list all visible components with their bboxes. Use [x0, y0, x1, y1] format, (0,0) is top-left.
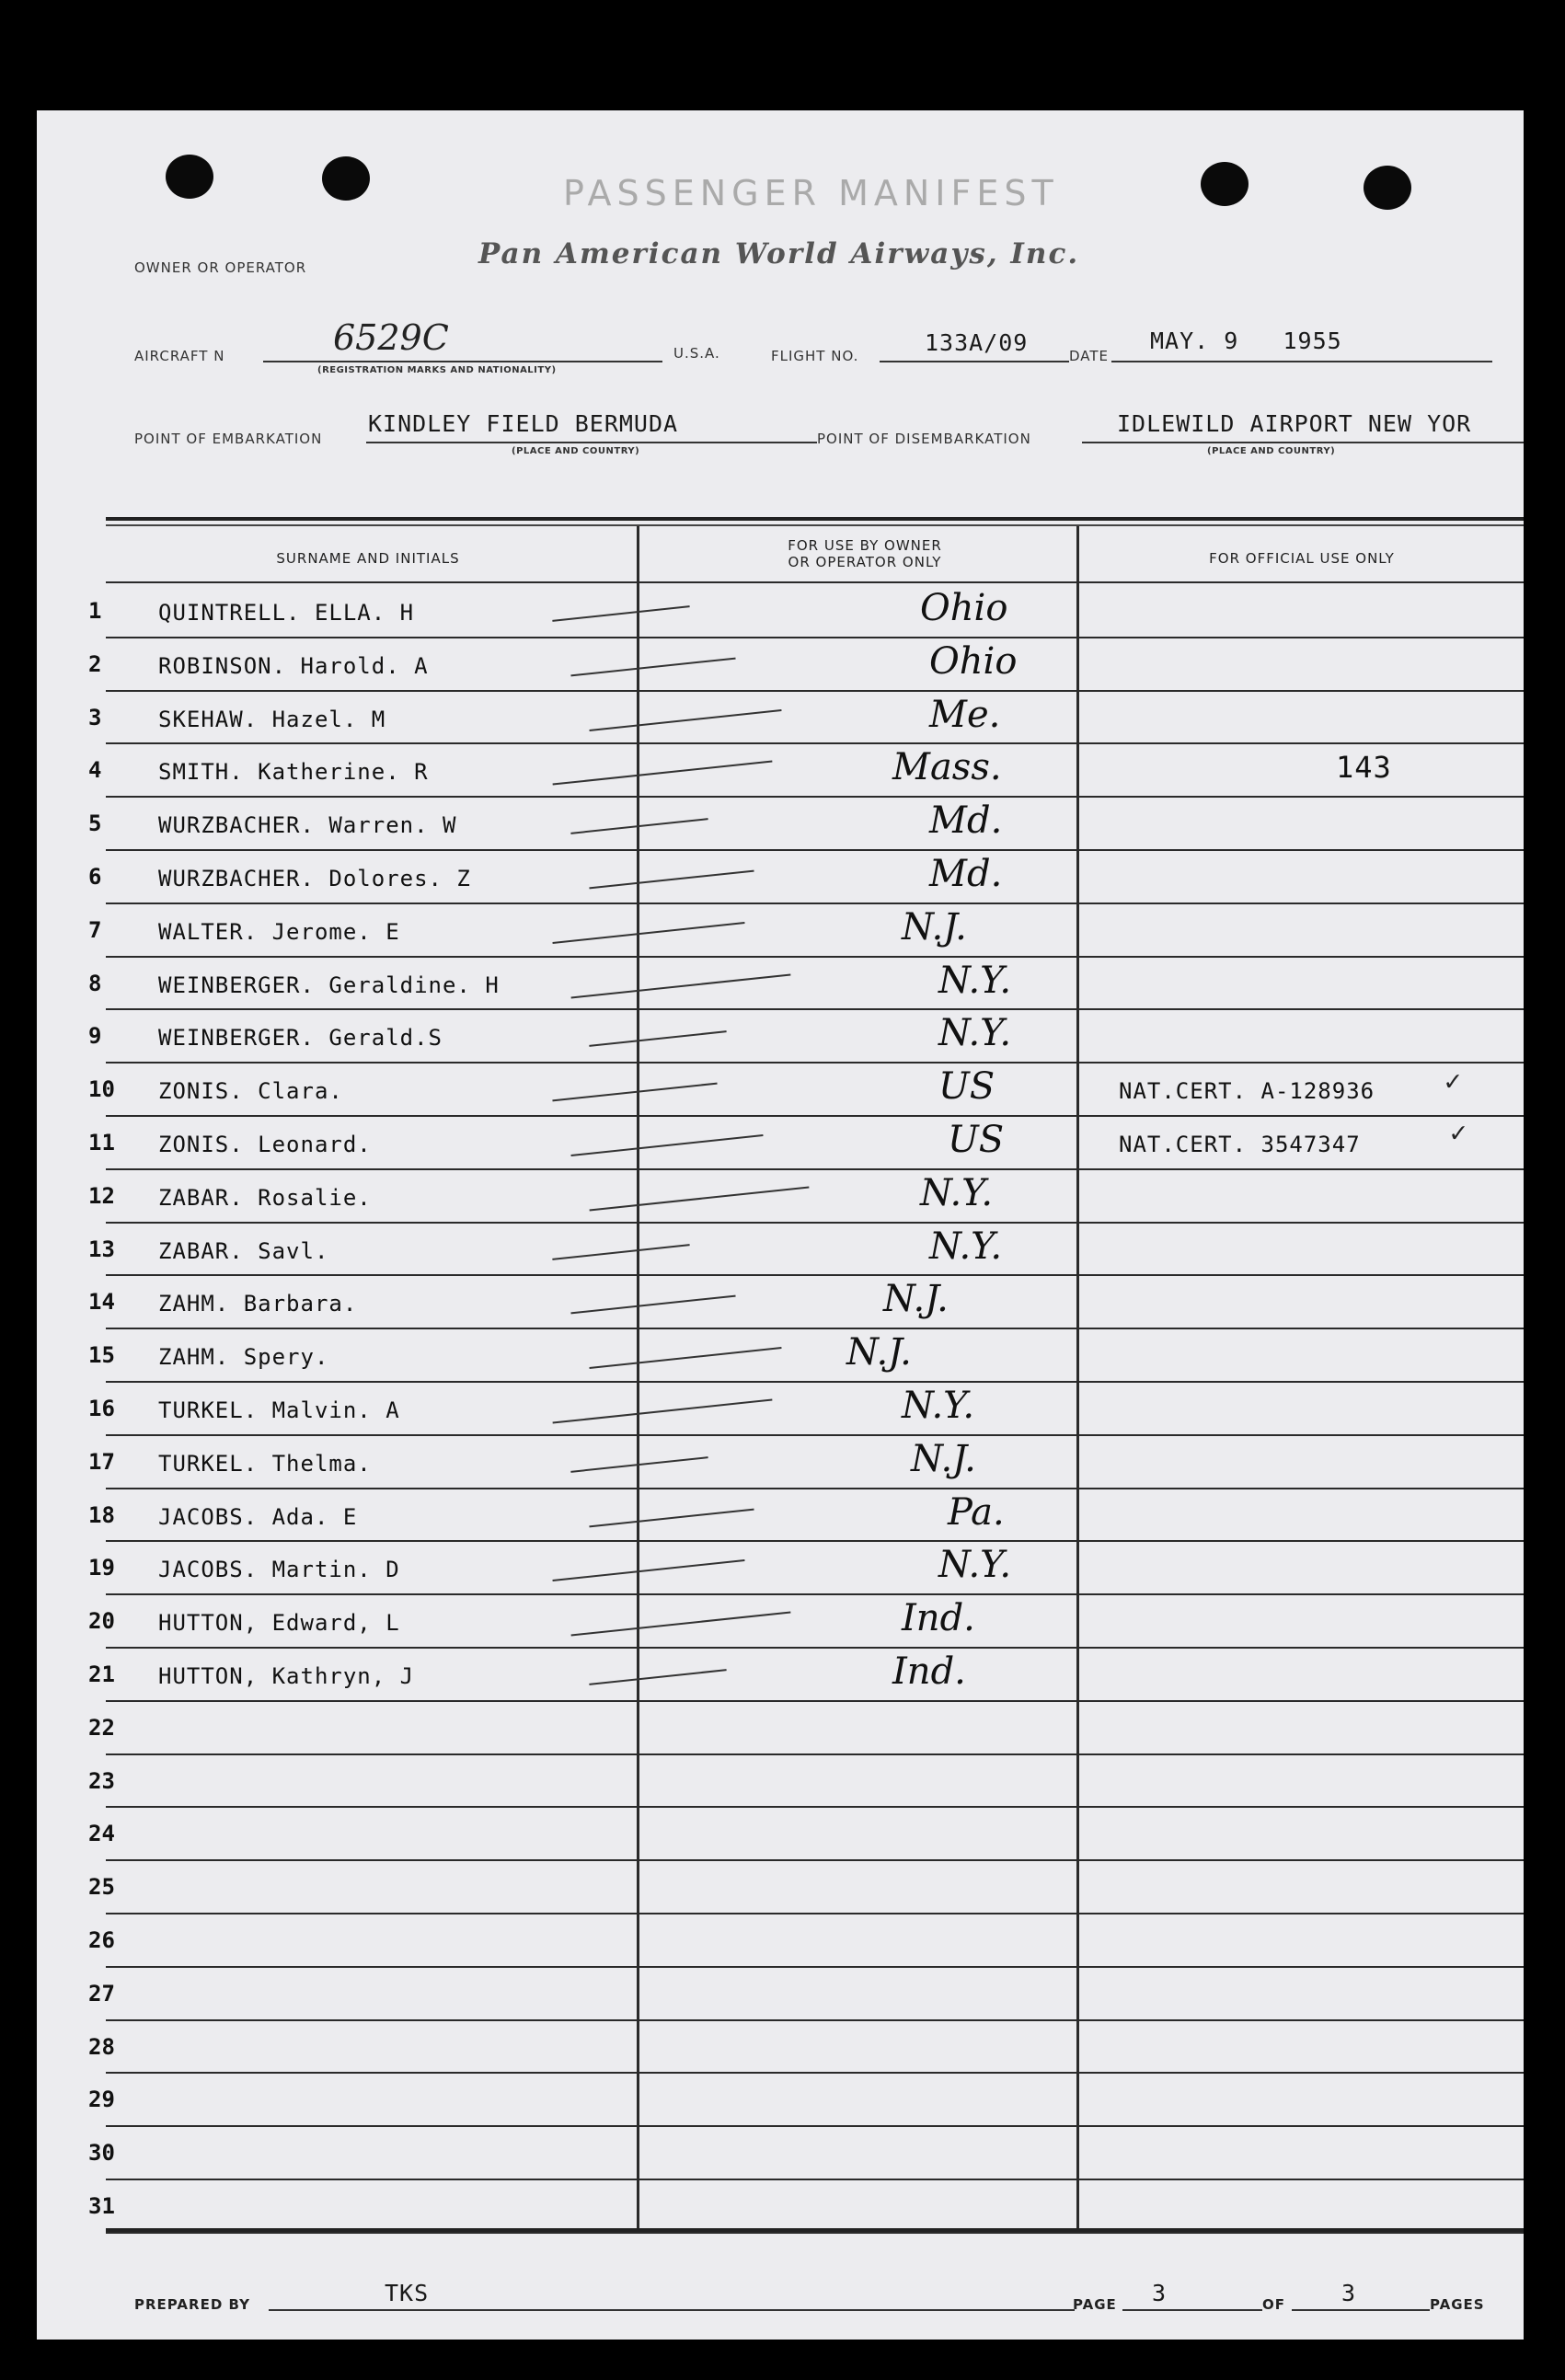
row-rule — [106, 1062, 1524, 1064]
col-header-owner-use: FOR USE BY OWNER OR OPERATOR ONLY — [788, 537, 942, 570]
passenger-state: N.Y. — [938, 1012, 1012, 1055]
row-rule — [106, 1966, 1524, 1968]
airline-name: Pan American World Airways, Inc. — [478, 237, 1080, 270]
row-number: 17 — [88, 1448, 115, 1475]
row-number: 11 — [88, 1130, 115, 1156]
passenger-name: ZABAR. Savl. — [158, 1237, 329, 1264]
of-value: 3 — [1341, 2280, 1357, 2306]
header-bottom-rule — [106, 581, 1524, 583]
row-number: 5 — [88, 811, 102, 837]
row-rule — [106, 742, 1524, 744]
passenger-name: WURZBACHER. Dolores. Z — [158, 866, 471, 891]
punch-hole-2 — [322, 156, 370, 201]
passenger-name: ZAHM. Barbara. — [158, 1291, 358, 1317]
row-rule — [106, 1540, 1524, 1542]
row-rule — [106, 1647, 1524, 1649]
owner-label: OWNER OR OPERATOR — [134, 259, 307, 276]
of-line — [1292, 2309, 1430, 2311]
disembark-caption: (PLACE AND COUNTRY) — [1207, 446, 1336, 456]
row-number: 20 — [88, 1608, 115, 1635]
date-value: MAY. 9 1955 — [1150, 328, 1342, 354]
row-rule — [106, 1008, 1524, 1010]
date-label: DATE — [1069, 348, 1110, 364]
row-rule — [106, 1381, 1524, 1383]
passenger-state: US — [948, 1119, 1005, 1161]
row-number: 22 — [88, 1714, 115, 1741]
col-header-official-use: FOR OFFICIAL USE ONLY — [1209, 550, 1395, 567]
flight-value: 133A/09 — [925, 329, 1029, 356]
row-number: 14 — [88, 1289, 115, 1316]
passenger-name: SKEHAW. Hazel. M — [158, 706, 386, 732]
passenger-name: WEINBERGER. Geraldine. H — [158, 972, 500, 998]
page-line — [1122, 2309, 1262, 2311]
row-rule — [106, 2072, 1524, 2074]
prepared-label: PREPARED BY — [134, 2296, 250, 2313]
passenger-name: QUINTRELL. ELLA. H — [158, 600, 415, 626]
embark-value: KINDLEY FIELD BERMUDA — [368, 410, 679, 437]
row-number: 15 — [88, 1342, 115, 1369]
aircraft-label: AIRCRAFT N — [134, 348, 225, 364]
row-number: 8 — [88, 970, 102, 996]
aircraft-caption: (REGISTRATION MARKS AND NATIONALITY) — [317, 365, 557, 375]
flight-label: FLIGHT NO. — [771, 348, 859, 364]
row-rule — [106, 2125, 1524, 2127]
disembark-value: IDLEWILD AIRPORT NEW YOR — [1117, 410, 1472, 437]
passenger-state: US — [938, 1065, 995, 1109]
row-number: 10 — [88, 1076, 115, 1103]
passenger-state: N.J. — [902, 905, 967, 949]
row-rule — [106, 1753, 1524, 1755]
passenger-name: ZAHM. Spery. — [158, 1344, 329, 1371]
row-number: 6 — [88, 864, 102, 890]
row-number: 28 — [88, 2033, 115, 2060]
check-mark-10: ✓ — [1444, 1065, 1462, 1098]
row-rule — [106, 1274, 1524, 1276]
row-number: 7 — [88, 916, 102, 943]
passenger-name: HUTTON, Edward, L — [158, 1610, 400, 1637]
page-value: 3 — [1152, 2280, 1168, 2306]
row-number: 13 — [88, 1236, 115, 1262]
row-number: 26 — [88, 1927, 115, 1953]
row-number: 29 — [88, 2087, 115, 2113]
table-top-rule-2 — [106, 524, 1524, 526]
passenger-state: N.Y. — [920, 1171, 994, 1214]
row-number: 12 — [88, 1182, 115, 1209]
passenger-name: ROBINSON. Harold. A — [158, 652, 429, 679]
passenger-state: Ind. — [902, 1597, 975, 1640]
row-rule — [106, 1593, 1524, 1595]
embark-caption: (PLACE AND COUNTRY) — [512, 446, 640, 456]
row-rule — [106, 1859, 1524, 1861]
aircraft-line — [263, 361, 662, 362]
passenger-name: WALTER. Jerome. E — [158, 918, 400, 945]
pages-label: PAGES — [1430, 2296, 1485, 2313]
row-number: 1 — [88, 598, 102, 624]
passenger-state: N.J. — [911, 1437, 976, 1480]
passenger-name: JACOBS. Ada. E — [158, 1503, 358, 1530]
passenger-name: SMITH. Katherine. R — [158, 759, 429, 786]
passenger-name: ZONIS. Leonard. — [158, 1132, 372, 1157]
date-line — [1111, 361, 1492, 362]
embark-label: POINT OF EMBARKATION — [134, 431, 323, 447]
row-number: 30 — [88, 2140, 115, 2167]
passenger-name: HUTTON, Kathryn, J — [158, 1663, 415, 1689]
passenger-state: N.Y. — [902, 1385, 975, 1427]
row-number: 31 — [88, 2193, 115, 2219]
row-rule — [106, 1806, 1524, 1808]
passenger-name: ZONIS. Clara. — [158, 1078, 343, 1105]
flight-line — [880, 361, 1069, 362]
passenger-name: WURZBACHER. Warren. W — [158, 812, 457, 839]
manifest-title: PASSENGER MANIFEST — [563, 173, 1059, 213]
of-label: OF — [1262, 2296, 1285, 2313]
row-rule — [106, 1168, 1524, 1170]
row-rule — [106, 1488, 1524, 1489]
disembark-line — [1082, 442, 1524, 443]
row-number: 21 — [88, 1661, 115, 1687]
punch-hole-3 — [1201, 162, 1249, 206]
official-note: NAT.CERT. 3547347 — [1119, 1132, 1361, 1157]
passenger-state: Pa. — [948, 1490, 1005, 1534]
table-top-rule — [106, 517, 1524, 521]
column-divider-2 — [1076, 526, 1079, 2228]
row-rule — [106, 1434, 1524, 1436]
row-rule — [106, 1700, 1524, 1702]
row-rule — [106, 2179, 1524, 2180]
passenger-name: WEINBERGER. Gerald.S — [158, 1025, 443, 1052]
passenger-name: ZABAR. Rosalie. — [158, 1184, 372, 1211]
passenger-state: Mass. — [892, 746, 1002, 789]
passenger-state: N.Y. — [938, 1544, 1012, 1587]
passenger-name: TURKEL. Malvin. A — [158, 1397, 400, 1423]
passenger-state: N.Y. — [929, 1224, 1003, 1268]
page-label: PAGE — [1073, 2296, 1117, 2313]
passenger-state: N.J. — [883, 1278, 949, 1321]
row-rule — [106, 903, 1524, 904]
punch-hole-1 — [166, 155, 213, 199]
passenger-state: Md. — [929, 853, 1003, 895]
row-rule — [106, 956, 1524, 958]
prepared-line — [269, 2309, 1075, 2311]
row-rule — [106, 637, 1524, 638]
disembark-label: POINT OF DISEMBARKATION — [817, 431, 1031, 447]
row-rule — [106, 2232, 1524, 2234]
embark-line — [366, 442, 817, 443]
row-rule — [106, 690, 1524, 692]
row-rule — [106, 796, 1524, 798]
passenger-name: TURKEL. Thelma. — [158, 1450, 372, 1477]
passenger-state: Ind. — [892, 1650, 966, 1693]
check-mark-11: ✓ — [1450, 1117, 1467, 1149]
row-number: 23 — [88, 1767, 115, 1794]
passenger-state: N.Y. — [938, 959, 1012, 1002]
row-number: 18 — [88, 1501, 115, 1528]
row-number: 3 — [88, 704, 102, 730]
row-number: 19 — [88, 1555, 115, 1581]
row-rule — [106, 849, 1524, 851]
column-divider-1 — [637, 526, 639, 2228]
row-number: 9 — [88, 1023, 102, 1050]
row-number: 2 — [88, 650, 102, 677]
col-header-surname: SURNAME AND INITIALS — [276, 550, 460, 567]
passenger-state: Ohio — [929, 639, 1018, 683]
row-rule — [106, 1222, 1524, 1224]
aircraft-value: 6529C — [333, 317, 449, 358]
official-note: NAT.CERT. A-128936 — [1119, 1078, 1375, 1105]
passenger-state: Me. — [929, 693, 1001, 736]
row-rule — [106, 1913, 1524, 1914]
prepared-value: TKS — [385, 2280, 430, 2306]
passenger-state: N.J. — [846, 1331, 912, 1374]
passenger-state: Ohio — [920, 587, 1008, 629]
row-number: 24 — [88, 1821, 115, 1847]
row-number: 4 — [88, 757, 102, 784]
row-rule — [106, 1328, 1524, 1329]
row-number: 27 — [88, 1980, 115, 2006]
row-rule — [106, 1115, 1524, 1117]
official-note: 143 — [1336, 750, 1392, 786]
row-number: 16 — [88, 1396, 115, 1421]
table-bottom-rule — [106, 2228, 1524, 2232]
usa-label: U.S.A. — [673, 345, 720, 362]
row-rule — [106, 2019, 1524, 2021]
passenger-state: Md. — [929, 799, 1003, 843]
passenger-name: JACOBS. Martin. D — [158, 1557, 400, 1583]
row-number: 25 — [88, 1874, 115, 1901]
punch-hole-4 — [1364, 166, 1411, 210]
